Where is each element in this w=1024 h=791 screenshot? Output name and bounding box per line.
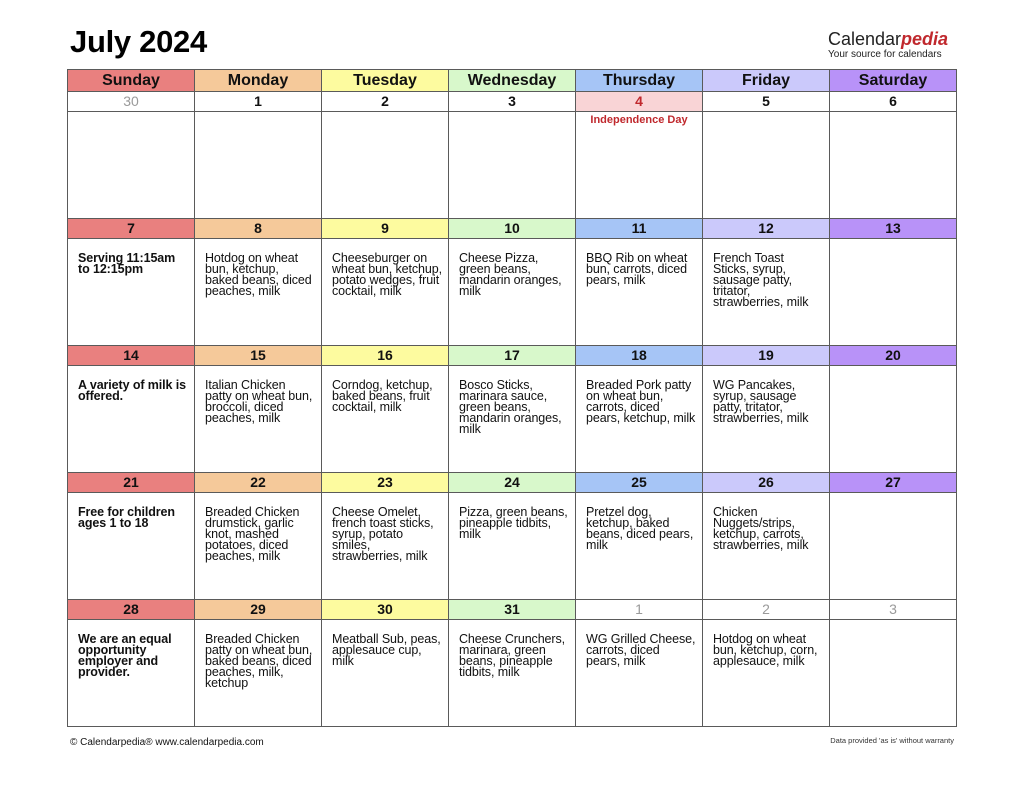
day-number-cell[interactable] <box>68 346 195 366</box>
day-number-cell[interactable] <box>576 473 703 493</box>
menu-note: BBQ Rib on wheat bun, carrots, diced pears, milk <box>586 251 688 287</box>
day-number: 3 <box>508 93 516 109</box>
menu-note <box>68 112 194 126</box>
day-cell[interactable] <box>68 366 195 473</box>
day-number: 7 <box>127 220 135 236</box>
day-number: 4 <box>635 93 643 109</box>
day-number-cell[interactable] <box>576 92 703 112</box>
day-number-cell[interactable] <box>195 219 322 239</box>
day-cell[interactable] <box>68 620 195 727</box>
day-cell[interactable] <box>576 112 703 219</box>
day-number-cell[interactable] <box>703 600 830 620</box>
day-cell[interactable] <box>195 493 322 600</box>
day-cell[interactable] <box>576 620 703 727</box>
menu-note <box>830 493 956 507</box>
day-number: 11 <box>631 220 647 236</box>
menu-note: Serving 11:15am to 12:15pm <box>78 251 176 276</box>
menu-note: Cheese Omelet, french toast sticks, syrup, potato smiles, strawberries, milk <box>332 505 434 563</box>
day-cell[interactable] <box>322 239 449 346</box>
day-number: 31 <box>504 601 520 617</box>
menu-note <box>322 112 448 126</box>
day-cell[interactable] <box>322 620 449 727</box>
day-number: 22 <box>250 474 266 490</box>
day-number: 1 <box>635 601 643 617</box>
menu-note: WG Grilled Cheese, carrots, diced pears, milk <box>586 632 696 668</box>
week-number-row <box>68 600 957 620</box>
menu-note: Pizza, green beans, pineapple tidbits, milk <box>459 505 568 541</box>
menu-note: Hotdog on wheat bun, ketchup, baked beans, diced peaches, milk <box>205 251 312 298</box>
day-cell[interactable] <box>576 239 703 346</box>
day-cell[interactable] <box>195 112 322 219</box>
day-number-cell[interactable] <box>576 219 703 239</box>
weekday-header-row <box>68 70 957 92</box>
day-number-cell[interactable] <box>703 219 830 239</box>
day-cell[interactable] <box>449 620 576 727</box>
week-number-row <box>68 473 957 493</box>
footer-copyright: © Calendarpedia® www.calendarpedia.com <box>70 737 264 748</box>
menu-note <box>703 112 829 126</box>
day-number: 2 <box>381 93 389 109</box>
weekday-thursday: Thursday <box>576 70 703 92</box>
menu-note: Corndog, ketchup, baked beans, fruit cocktail, milk <box>332 378 433 414</box>
day-cell[interactable] <box>322 493 449 600</box>
page-title: July 2024 <box>70 24 207 59</box>
day-number-cell[interactable] <box>68 473 195 493</box>
day-number-cell[interactable] <box>68 219 195 239</box>
day-cell[interactable] <box>703 112 830 219</box>
menu-note: WG Pancakes, syrup, sausage patty, tritator, strawberries, milk <box>713 378 809 425</box>
week-body-row <box>68 366 957 473</box>
day-number: 17 <box>504 347 520 363</box>
day-number: 2 <box>762 601 770 617</box>
day-number: 1 <box>254 93 262 109</box>
menu-note: Breaded Chicken drumstick, garlic knot, mashed potatoes, diced peaches, milk <box>205 505 300 563</box>
day-number-cell[interactable] <box>322 600 449 620</box>
menu-note: Italian Chicken patty on wheat bun, broccoli, diced peaches, milk <box>205 378 313 425</box>
day-cell[interactable] <box>68 493 195 600</box>
day-number: 5 <box>762 93 770 109</box>
day-number: 20 <box>885 347 901 363</box>
menu-note: Cheeseburger on wheat bun, ketchup, potato wedges, fruit cocktail, milk <box>332 251 442 298</box>
week-body-row <box>68 239 957 346</box>
menu-note: Bosco Sticks, marinara sauce, green beans, mandarin oranges, milk <box>459 378 562 436</box>
day-number: 18 <box>631 347 647 363</box>
day-number: 30 <box>377 601 393 617</box>
week-body-row <box>68 620 957 727</box>
day-number-cell[interactable] <box>703 92 830 112</box>
day-number: 26 <box>758 474 774 490</box>
day-cell[interactable] <box>449 366 576 473</box>
day-number: 30 <box>123 93 139 109</box>
day-number-cell[interactable] <box>830 346 957 366</box>
day-cell[interactable] <box>449 239 576 346</box>
menu-note <box>830 366 956 380</box>
menu-note: A variety of milk is offered. <box>78 378 186 403</box>
day-number: 9 <box>381 220 389 236</box>
brand-name: Calendarpedia <box>828 29 949 49</box>
day-cell[interactable] <box>703 366 830 473</box>
brand-logo[interactable] <box>828 30 958 60</box>
footer-disclaimer: Data provided 'as is' without warranty <box>830 736 954 745</box>
menu-note: Breaded Pork patty on wheat bun, carrots, diced pears, ketchup, milk <box>586 378 696 425</box>
menu-note: We are an equal opportunity employer and provider. <box>78 632 172 679</box>
weekday-tuesday: Tuesday <box>322 70 449 92</box>
week-number-row <box>68 219 957 239</box>
day-number: 16 <box>377 347 393 363</box>
day-number-cell[interactable] <box>449 346 576 366</box>
day-number: 15 <box>250 347 266 363</box>
day-cell[interactable] <box>195 239 322 346</box>
day-cell[interactable] <box>703 493 830 600</box>
menu-note: Breaded Chicken patty on wheat bun, baked beans, diced peaches, milk, ketchup <box>205 632 313 690</box>
day-number-cell[interactable] <box>449 92 576 112</box>
day-cell[interactable] <box>830 112 957 219</box>
week-number-row <box>68 346 957 366</box>
calendar-grid <box>67 69 957 727</box>
menu-note: Meatball Sub, peas, applesauce cup, milk <box>332 632 441 668</box>
day-number: 6 <box>889 93 897 109</box>
day-number: 29 <box>250 601 266 617</box>
menu-note: Pretzel dog, ketchup, baked beans, diced pears, milk <box>586 505 694 552</box>
menu-note <box>195 112 321 126</box>
week-body-row <box>68 493 957 600</box>
day-number-cell[interactable] <box>195 92 322 112</box>
day-cell[interactable] <box>195 366 322 473</box>
weekday-friday: Friday <box>703 70 830 92</box>
weekday-wednesday: Wednesday <box>449 70 576 92</box>
day-number: 24 <box>504 474 520 490</box>
menu-note: French Toast Sticks, syrup, sausage patty, tritator, strawberries, milk <box>713 251 809 309</box>
day-number-cell[interactable] <box>322 219 449 239</box>
day-cell[interactable] <box>449 493 576 600</box>
day-cell[interactable] <box>576 366 703 473</box>
menu-note <box>449 112 575 126</box>
day-cell[interactable] <box>830 620 957 727</box>
day-number-cell[interactable] <box>830 600 957 620</box>
menu-note: Cheese Crunchers, marinara, green beans, pineapple tidbits, milk <box>459 632 565 679</box>
day-number-cell[interactable] <box>830 92 957 112</box>
weekday-sunday: Sunday <box>68 70 195 92</box>
day-number: 14 <box>123 347 139 363</box>
menu-note <box>830 620 956 634</box>
menu-note: Hotdog on wheat bun, ketchup, corn, applesauce, milk <box>713 632 818 668</box>
weekday-monday: Monday <box>195 70 322 92</box>
day-cell[interactable] <box>322 112 449 219</box>
day-number-cell[interactable] <box>576 346 703 366</box>
day-number-cell[interactable] <box>449 473 576 493</box>
day-number: 28 <box>123 601 139 617</box>
day-cell[interactable] <box>576 493 703 600</box>
menu-note: Cheese Pizza, green beans, mandarin oranges, milk <box>459 251 562 298</box>
day-number-cell[interactable] <box>449 219 576 239</box>
day-number-cell[interactable] <box>703 346 830 366</box>
day-number-cell[interactable] <box>195 600 322 620</box>
weekday-saturday: Saturday <box>830 70 957 92</box>
day-number-cell[interactable] <box>449 600 576 620</box>
menu-note: Free for children ages 1 to 18 <box>78 505 175 530</box>
day-cell[interactable] <box>195 620 322 727</box>
day-number-cell[interactable] <box>322 346 449 366</box>
holiday-label: Independence Day <box>590 114 688 126</box>
day-number-cell[interactable] <box>830 473 957 493</box>
day-cell[interactable] <box>830 239 957 346</box>
day-cell[interactable] <box>830 493 957 600</box>
day-number-cell[interactable] <box>195 473 322 493</box>
menu-note <box>576 126 702 140</box>
day-number: 10 <box>504 220 520 236</box>
day-number: 12 <box>758 220 774 236</box>
brand-tagline: Your source for calendars <box>828 49 942 60</box>
week-body-row <box>68 112 957 219</box>
menu-note: Chicken Nuggets/strips, ketchup, carrots, strawberries, milk <box>713 505 809 552</box>
day-number-cell[interactable] <box>576 600 703 620</box>
day-number: 8 <box>254 220 262 236</box>
day-cell[interactable] <box>703 620 830 727</box>
day-number-cell[interactable] <box>68 92 195 112</box>
day-number-cell[interactable] <box>68 600 195 620</box>
day-cell[interactable] <box>68 239 195 346</box>
day-number: 23 <box>377 474 393 490</box>
week-number-row <box>68 92 957 112</box>
day-number-cell[interactable] <box>195 346 322 366</box>
day-number: 27 <box>885 474 901 490</box>
day-number-cell[interactable] <box>322 92 449 112</box>
day-number: 21 <box>123 474 139 490</box>
day-number: 13 <box>885 220 901 236</box>
day-cell[interactable] <box>703 239 830 346</box>
day-cell[interactable] <box>68 112 195 219</box>
day-number: 19 <box>758 347 774 363</box>
day-number-cell[interactable] <box>322 473 449 493</box>
menu-note <box>830 112 956 126</box>
day-cell[interactable] <box>830 366 957 473</box>
day-number: 3 <box>889 601 897 617</box>
day-number-cell[interactable] <box>830 219 957 239</box>
day-cell[interactable] <box>322 366 449 473</box>
day-number: 25 <box>631 474 647 490</box>
day-cell[interactable] <box>449 112 576 219</box>
menu-note <box>830 239 956 253</box>
day-number-cell[interactable] <box>703 473 830 493</box>
